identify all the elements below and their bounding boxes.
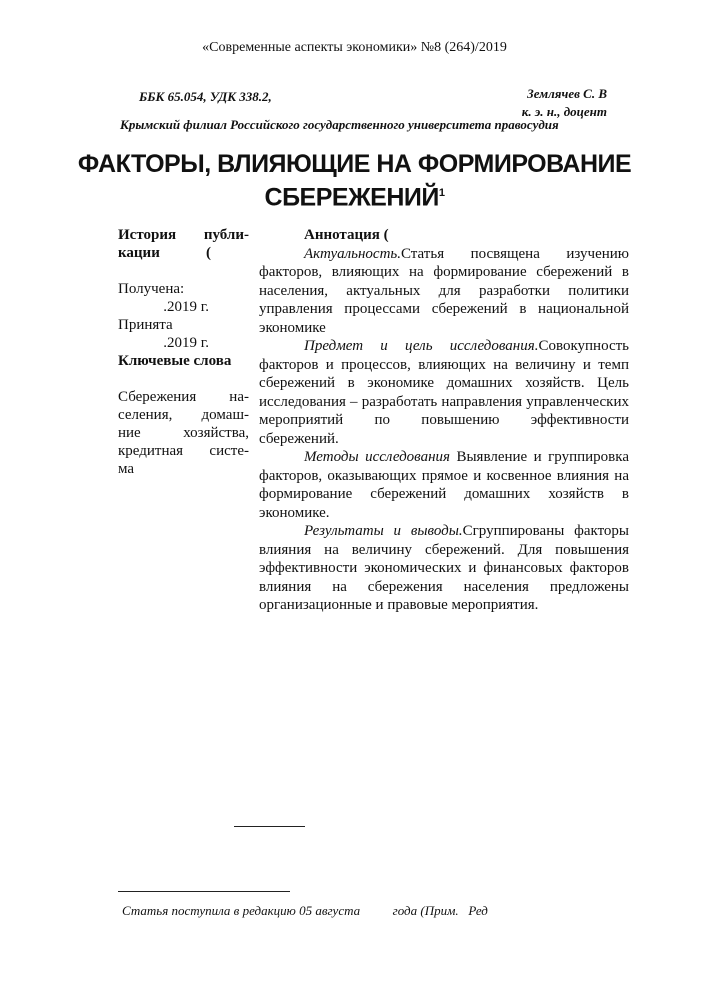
relevance-label: Актуальность. — [304, 245, 401, 262]
subject-text: Совокупность факторов и процессов, влияющих на величину и темп сбережений в экономике домашних хозяйств. Цель исследования – разработать направления управленческих мероприятий по повышению эффективности сбережений. — [259, 338, 629, 447]
received-label: Получена: — [118, 281, 185, 297]
abstract-results — [259, 522, 629, 615]
footnote-rule — [118, 891, 290, 892]
keywords-line-4: кредитная систе- — [118, 443, 249, 459]
abstract-subject — [259, 337, 629, 448]
received-date: .2019 г. — [163, 299, 209, 315]
title-line-2-text: СБЕРЕЖЕНИЙ — [264, 183, 439, 212]
abstract-methods — [259, 448, 629, 522]
keywords-line-1: Сбережения на- — [118, 389, 249, 405]
keywords-line-2: селения, домаш- — [118, 407, 249, 423]
author-name: Землячев С. В — [527, 86, 607, 101]
publication-sidebar — [118, 226, 249, 478]
classification-codes: ББК 65.054, УДК 338.2, — [139, 89, 272, 104]
footnote-text: Статья поступила в редакцию 05 августа года (Прим. Ред — [122, 903, 488, 918]
title-line-2 — [0, 179, 709, 212]
history-heading-2: кации ( — [118, 245, 211, 261]
results-text: Сгруппированы факторы влияния на величину сбережений. Для повышения эффективности экономических и финансовых факторов влияния на сбережения населения предложены организационные и правовые мероприятия. — [259, 523, 630, 613]
abstract-heading: Аннотация ( — [304, 227, 389, 243]
accepted-date: .2019 г. — [163, 335, 209, 351]
keywords-line-5: ма — [118, 461, 135, 477]
methods-label: Методы исследования — [304, 449, 451, 465]
author-block — [522, 85, 607, 121]
subject-label: Предмет и цель исследования. — [304, 338, 539, 354]
abstract — [259, 226, 629, 615]
relevance-text: Статья посвящена изучению факторов, влияющих на формирование сбережений в населения, актуальных для разработки политики управления процессами сбережений в национальной экономике — [259, 245, 629, 336]
separator-rule — [234, 826, 305, 827]
author-degree: к. э. н., доцент — [521, 104, 607, 119]
methods-text: Выявление и группировка факторов, оказывающих прямое и косвенное влияния на формирование сбережений домашних хозяйств в экономике. — [259, 449, 629, 521]
keywords-heading: Ключевые слова — [118, 353, 232, 369]
accepted-label: Принята — [118, 317, 173, 333]
affiliation: Крымский филиал Российского государственного университета правосудия — [120, 117, 559, 132]
title-footnote-mark: 1 — [438, 187, 445, 199]
abstract-relevance — [259, 245, 629, 338]
results-label: Результаты и выводы. — [304, 523, 463, 539]
keywords-line-3: ние хозяйства, — [118, 425, 249, 441]
title-line-1: ФАКТОРЫ, ВЛИЯЮЩИЕ НА ФОРМИРОВАНИЕ — [77, 150, 632, 178]
journal-header: «Современные аспекты экономики» №8 (264)/2019 — [202, 40, 507, 55]
article-title — [0, 150, 709, 212]
history-heading-1: История публи- — [118, 227, 249, 243]
